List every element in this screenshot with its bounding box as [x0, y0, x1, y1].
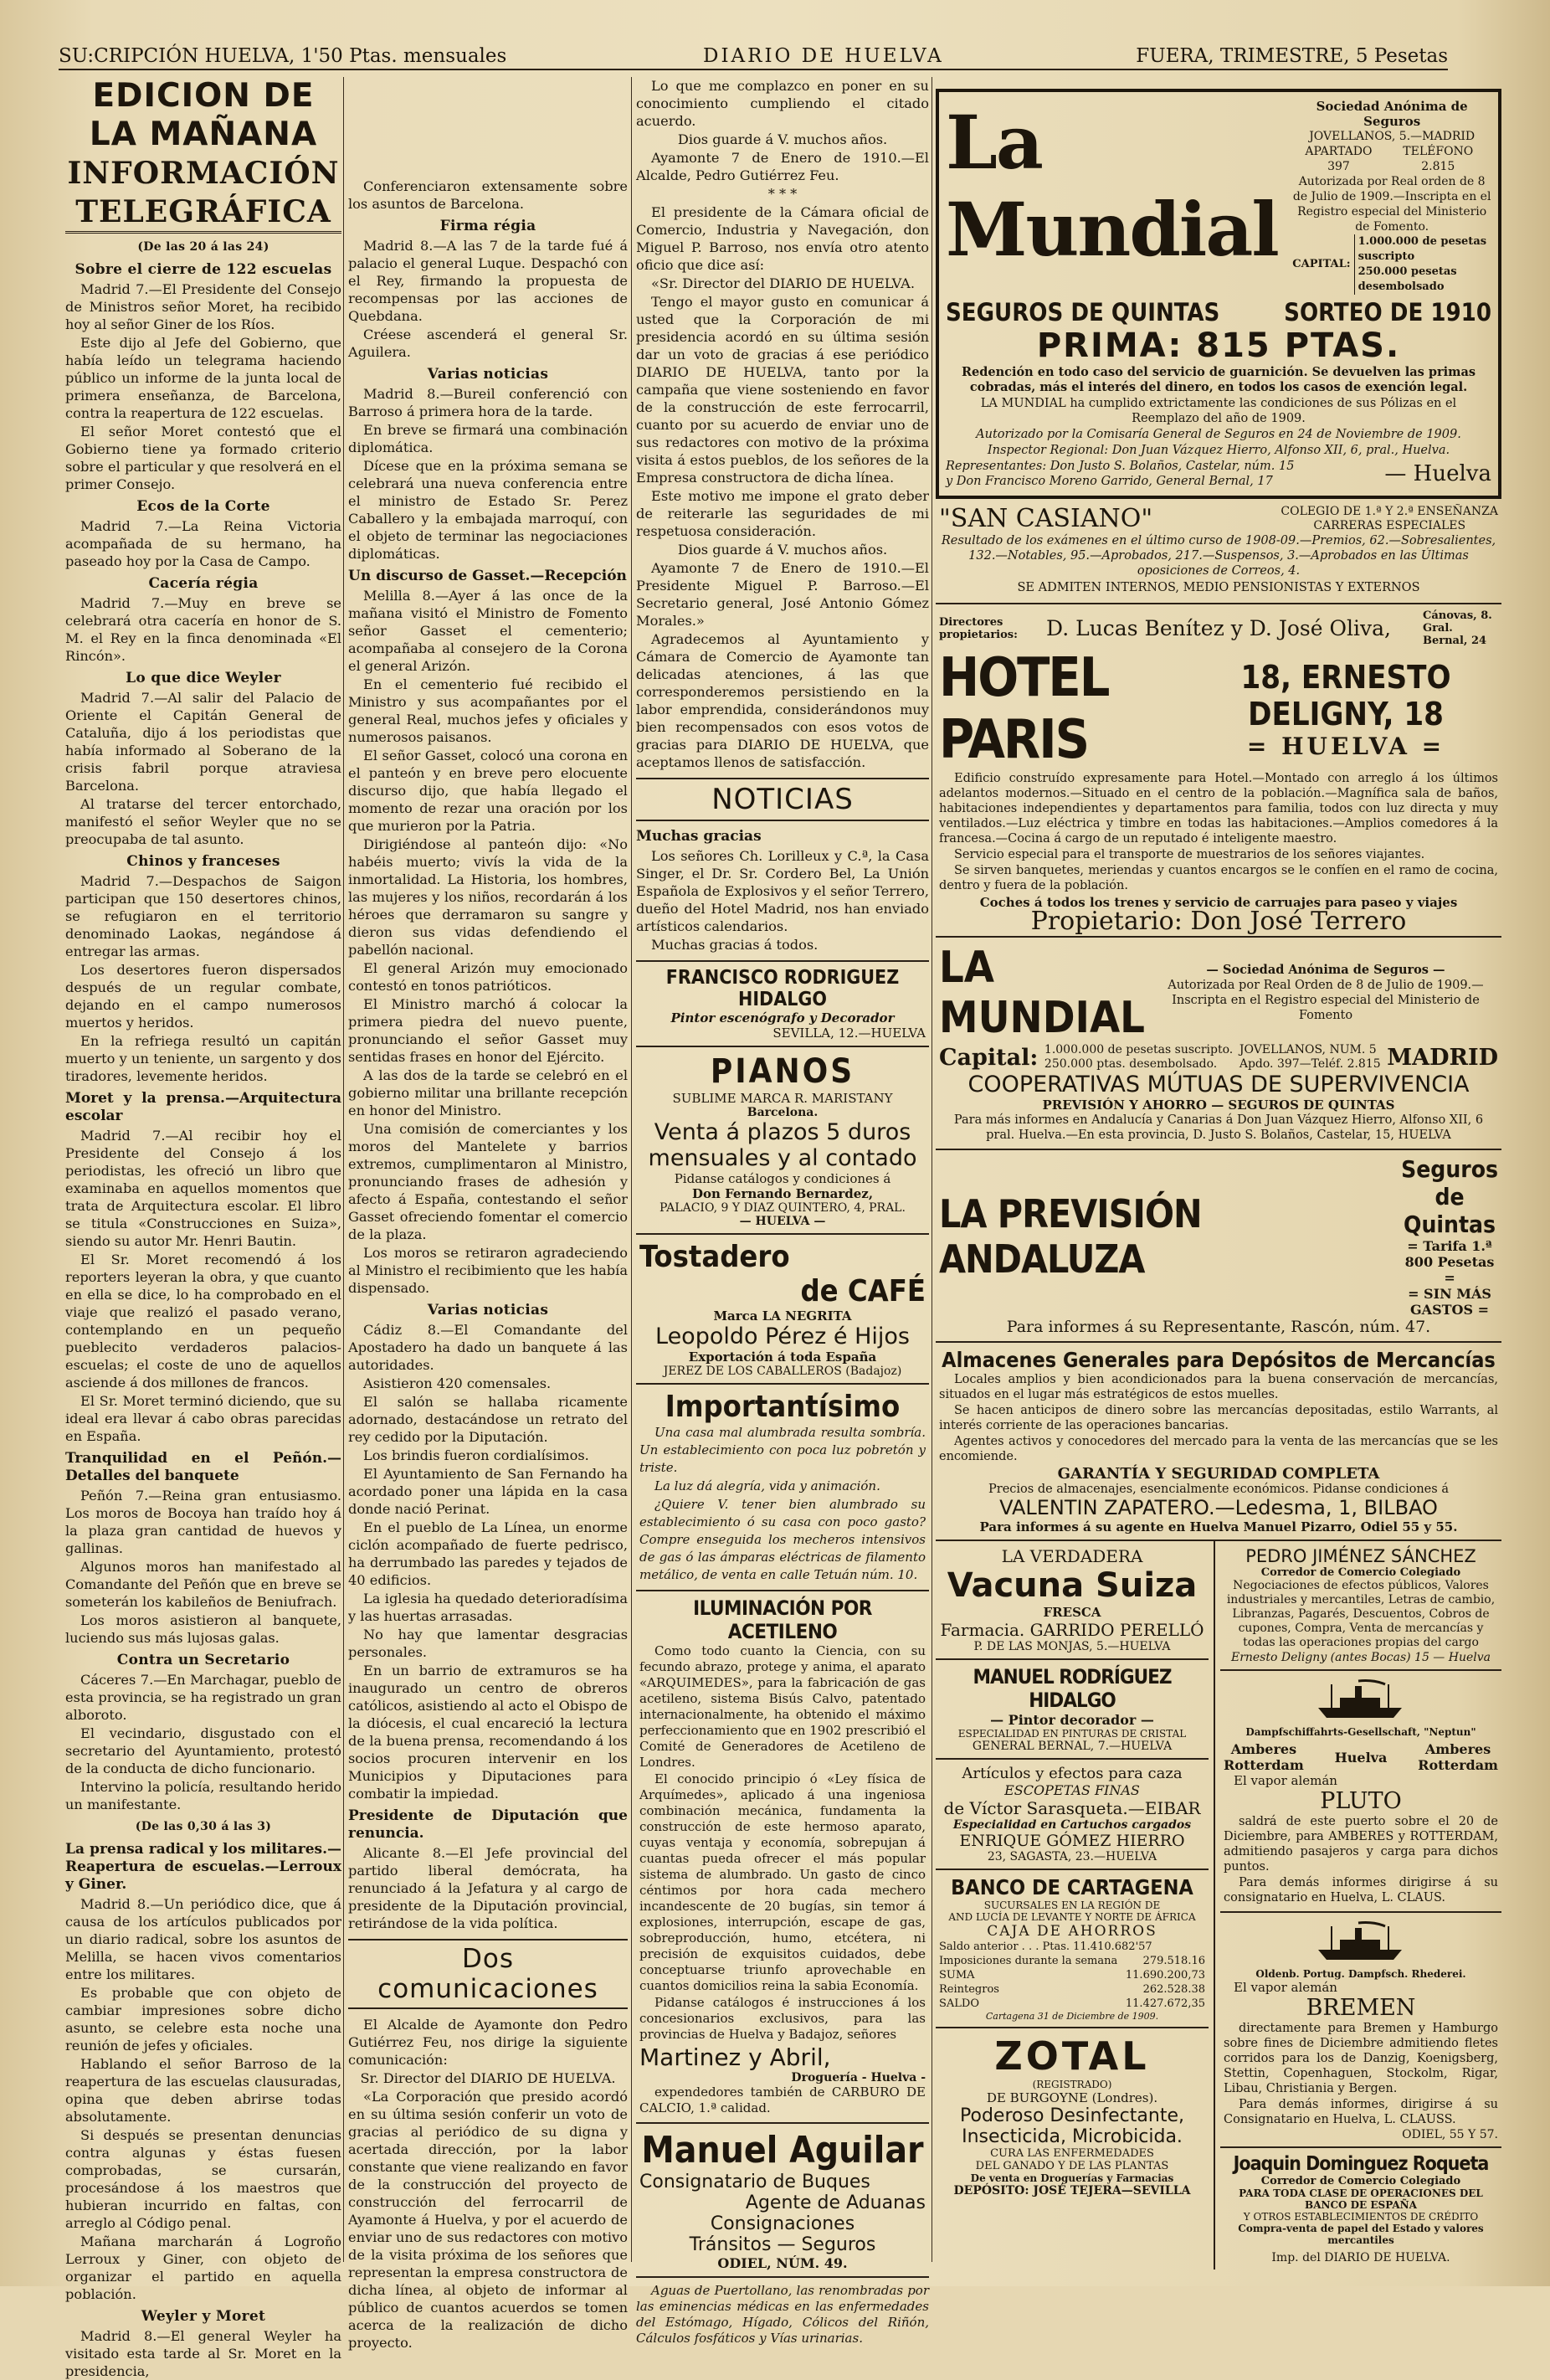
- ad-text: El conocido principio ó «Ley física de Arquímedes», aplicado á una ingeniosa combinación mecánica, fundamenta la construcción de este hermoso aparato, cuyas ventaja y economía, sobrepujan á cuantas pueda ofrecer el más popular sistema de alumbrado. Un gasto de cinco céntimos por hora cada mechero incandescente de 20 bugías, sin temor á explosiones, interrupción, escape de gas, sobreproducción, humo, etcétera, ni precisión de exquisitos cuidados, debe conceptuarse triunfo aprovechable en cuantos domicilios reina la sabia Economía.: [639, 1771, 926, 1993]
- ad-text: Apdo. 397—Teléf. 2.815: [1239, 1057, 1381, 1071]
- ad-title: Manuel Aguilar: [641, 2129, 924, 2172]
- paragraph: Madrid 7.—Despachos de Saigon participan que 150 desertores chinos, se refugiaron en el territorio denominado Laokas, negándose á entregar las armas.: [65, 873, 341, 959]
- ad-text: Rotterdam: [1224, 1757, 1304, 1773]
- ad-hotel-paris: [936, 604, 1501, 938]
- ad-text: LA MUNDIAL ha cumplido extrictamente las condiciones de sus Pólizas en el Reemplazo del año de 1909.: [980, 397, 1457, 425]
- ad-text: 1.000.000 de pesetas suscripto: [1358, 235, 1487, 263]
- column-2: [348, 77, 628, 2351]
- paragraph: Lo que me complazco en poner en su conocimiento cumpliendo el citado acuerdo.: [636, 78, 929, 129]
- paragraph: Madrid 7.—Muy en breve se celebrará otra cacería en honor de S. M. el Rey en la finca denominada «El Rincón».: [65, 595, 341, 664]
- ad-text: SEVILLA, 12.—HUELVA: [772, 1026, 926, 1041]
- ad-text: Autorizada por Real Orden de 8 de Julio de 1909.—Inscripta en el Registro especial del Ministerio de Fomento: [1168, 979, 1484, 1022]
- headline: Weyler y Moret: [141, 2308, 266, 2325]
- column-rule: [343, 77, 344, 2262]
- ad-text: La luz dá alegría, vida y animación.: [654, 1478, 880, 1493]
- ad-text: Barcelona.: [747, 1106, 819, 1119]
- paragraph: Madrid 8.—Bureil conferenció con Barroso á primera hora de la tarde.: [348, 386, 628, 419]
- ad-text: LA VERDADERA: [1001, 1546, 1143, 1566]
- ad-text: CAJA DE AHORROS: [987, 1923, 1157, 1940]
- ad-text: SUMA: [939, 1969, 975, 1982]
- paragraph: En breve se firmará una combinación diplomática.: [348, 422, 628, 455]
- ad-text: SE ADMITEN INTERNOS, MEDIO PENSIONISTAS Y EXTERNOS: [1017, 581, 1420, 594]
- paragraph: «Sr. Director del DIARIO DE HUELVA.: [651, 275, 916, 291]
- ad-text: Para informes á su agente en Huelva Manuel Pizarro, Odiel 55 y 55.: [979, 1519, 1458, 1534]
- masthead: [59, 42, 1448, 70]
- ad-text: SUBLIME MARCA R. MARISTANY: [672, 1091, 893, 1106]
- headline: Lo que dice Weyler: [126, 670, 281, 686]
- ad-title: PIANOS: [710, 1052, 855, 1091]
- paragraph: En el pueblo de La Línea, un enorme ciclón acompañado de fuerte pedrisco, ha derrumbado las paredes y tejados de 40 edificios.: [348, 1519, 628, 1588]
- ad-text: directamente para Bremen y Hamburgo sobre fines de Diciembre admitiendo fletes corridos para los de Danzig, Koenigsberg, Stettin, Copenhaguen, Stockolm, Rigar, Libau, Christiania y Bergen.: [1224, 2022, 1498, 2095]
- ad-text: 18, ERNESTO DELIGNY, 18: [1240, 658, 1451, 733]
- paragraph: Este motivo me impone el grato deber de reiterarle las seguridades de mi respetuosa consideración.: [636, 488, 929, 539]
- ad-oldenburg: [1220, 1913, 1501, 2148]
- paragraph: El señor Moret contestó que el Gobierno tiene ya formado criterio sobre el particular y que resolverá en el primer Consejo.: [65, 424, 341, 492]
- paragraph: Una comisión de comerciantes y los moros del Mantelete y barrios extremos, cumplimentaron al Ministro, pronunciando frases de adhesión y afecto á España, contestando el señor Gasset ofreciendo fomentar el comercio de la plaza.: [348, 1121, 628, 1242]
- ad-text: COOPERATIVAS MÚTUAS DE SUPERVIVENCIA: [967, 1072, 1470, 1097]
- ad-text: Directores propietarios:: [939, 615, 1018, 641]
- ad-text: Capital:: [939, 1044, 1039, 1071]
- ad-title: LA PREVISIÓN ANDALUZA: [939, 1191, 1202, 1282]
- ad-almacenes: [936, 1343, 1501, 1541]
- ad-text: Especialidad en Cartuchos cargados: [952, 1818, 1192, 1832]
- ad-text: Negociaciones de efectos públicos, Valores industriales y mercantiles, Letras de cambio, Libranzas, Pagarés, Descuentos, Cobros de cupones, Compra, Venta de mercancías y todas las operaciones propias del cargo: [1226, 1579, 1496, 1649]
- ad-text: Se hacen anticipos de dinero sobre las mercancías depositadas, estilo Warrants, al interés corriente de las operaciones bancarias.: [939, 1404, 1498, 1432]
- ad-prevision-andaluza: [936, 1150, 1501, 1343]
- ad-text: ODIEL, NÚM. 49.: [717, 2255, 848, 2271]
- paragraph: Este dijo al Jefe del Gobierno, que había leído un telegrama haciendo público un informe de la junta local de primera enseñanza, de Barcelona, contra la reapertura de 122 escuelas.: [65, 335, 341, 421]
- steamship-icon: [1315, 1921, 1407, 1965]
- headline: Moret y la prensa.—Arquitectura escolar: [65, 1090, 341, 1124]
- ad-pedro-jimenez: [1220, 1541, 1501, 1671]
- ad-title: Joaquin Dominguez Roqueta: [1233, 2153, 1489, 2175]
- paragraph: En el cementerio fué recibido el Ministro y sus acompañantes por el general Real, muchos jefes y oficiales y numerosos paisanos.: [348, 676, 628, 745]
- ad-pianos: [636, 1047, 929, 1235]
- section-title: INFORMACIÓN TELEGRÁFICA: [65, 154, 341, 234]
- column-ads: [936, 77, 1501, 2264]
- ad-manuel-aguilar: [636, 2124, 929, 2278]
- ad-text: DEPÓSITO: JOSÉ TEJERA—SEVILLA: [953, 2184, 1191, 2198]
- ad-text: PARA TODA CLASE DE OPERACIONES DEL BANCO DE ESPAÑA: [1239, 2187, 1483, 2211]
- paragraph: Los moros se retiraron agradeciendo al Ministro el recibimiento que les había dispensado.: [348, 1245, 628, 1296]
- ad-text: ODIEL, 55 Y 57.: [1402, 2128, 1498, 2141]
- headline: Varias noticias: [427, 1302, 549, 1319]
- ad-text: ¿Quiere V. tener bien alumbrado su establecimiento ó su casa con poco gasto? Compre enseguida los mecheros intensivos de gas ó las ámparas eléctricas de filamento metálico, de venta en calle Tetuán núm. 10.: [639, 1497, 926, 1582]
- ad-zotal: [936, 2028, 1209, 2203]
- ad-manuel-rodriguez-hidalgo: [936, 1660, 1209, 1760]
- ad-la-mundial-2: [936, 938, 1501, 1150]
- paragraph: Melilla 8.—Ayer á las once de la mañana visitó el Ministro de Fomento señor Gasset el cementerio; acompañaba al consejero de la Corona el general Arizón.: [348, 588, 628, 674]
- paragraph: Algunos moros han manifestado al Comandante del Peñón que en breve se someterán los kabileños de Beniufrach.: [65, 1559, 341, 1610]
- ad-tostadero: [636, 1235, 929, 1385]
- paragraph: Cádiz 8.—El Comandante del Apostadero ha dado un banquete á las autoridades.: [348, 1322, 628, 1373]
- paragraph: El señor Gasset, colocó una corona en el panteón y en breve pero elocuente discurso dijo, que había llegado el momento de rezar una oración por los que murieron por la Patria.: [348, 748, 628, 834]
- ad-title: LA MUNDIAL: [939, 943, 1145, 1043]
- paragraph: Mañana marcharán á Logroño Lerroux y Giner, con objeto de organizar el partido en aquella población.: [65, 2233, 341, 2302]
- paragraph: Es probable que con objeto de cambiar impresiones sobre dicho asunto, se celebre esta noche una reunión de jefes y oficiales.: [65, 1985, 341, 2054]
- paragraph: Los moros asistieron al banquete, luciendo sus más lujosas galas.: [65, 1612, 341, 1646]
- ad-text: Saldo anterior . . . Ptas. 11.410.682'57: [939, 1940, 1152, 1953]
- ad-text: Una casa mal alumbrada resulta sombría. Un establecimiento con poca luz pobretón y triste.: [639, 1425, 926, 1475]
- ad-text: FRESCA: [1043, 1605, 1101, 1620]
- paragraph: Dios guarde á V. muchos años.: [677, 131, 888, 147]
- ad-san-casiano: [936, 499, 1501, 604]
- masthead-subscription-local: SU:CRIPCIÓN HUELVA, 1'50 Ptas. mensuales: [59, 45, 507, 67]
- ad-text: Oldenb. Portug. Dampfsch. Rhederei.: [1255, 1968, 1466, 1980]
- headline: Muchas gracias: [636, 828, 762, 845]
- ad-text: CAPITAL:: [1292, 258, 1351, 270]
- ad-text: Para informes á su Representante, Rascón, núm. 47.: [1006, 1318, 1431, 1336]
- ad-text: Se sirven banquetes, meriendas y cuantos encargos se le confíen en el ramo de cocina, dentro y fuera de la población.: [939, 864, 1498, 892]
- ad-text: Agente de Aduanas: [745, 2192, 926, 2213]
- ad-text: — Huelva: [1384, 461, 1491, 486]
- ad-title: HOTEL PARIS: [939, 647, 1109, 771]
- paragraph: El Sr. Moret terminó diciendo, que su ideal era llevar á cabo obras parecidas en España.: [65, 1393, 341, 1444]
- ad-importantisimo: [636, 1385, 929, 1591]
- ad-text: Imposiciones durante la semana: [939, 1955, 1118, 1967]
- ad-text: GENERAL BERNAL, 7.—HUELVA: [972, 1740, 1173, 1753]
- paragraph: Intervino la policía, resultando herido un manifestante.: [65, 1779, 341, 1812]
- ad-text: expendedores también de CARBURO DE CALCIO, 1.ª calidad.: [639, 2084, 926, 2115]
- separator: * * *: [767, 186, 798, 202]
- ad-text: = HUELVA =: [1246, 732, 1445, 760]
- paragraph: Cáceres 7.—En Marchagar, pueblo de esta provincia, se ha registrado un gran alboroto.: [65, 1672, 341, 1723]
- ad-title: "SAN CASIANO": [939, 504, 1153, 533]
- ad-text: PALACIO, 9 Y DIAZ QUINTERO, 4, PRAL.: [660, 1201, 906, 1215]
- paragraph: Los señores Ch. Lorilleux y C.ª, la Casa Singer, el Dr. Sr. Cordero Bel, La Unión Española de Explosivos y el señor Terrero, dueño del Hotel Madrid, nos han enviado artísticos calendarios.: [636, 848, 929, 934]
- column-rule: [631, 77, 632, 2262]
- column-3: [636, 77, 929, 2346]
- ad-text: CURA LAS ENFERMEDADES: [990, 2147, 1154, 2160]
- ad-text: 11.690.200,73: [1125, 1969, 1205, 1982]
- ad-neptun: [1220, 1671, 1501, 1913]
- headline: Firma régia: [439, 218, 536, 234]
- ad-text: Huelva: [1334, 1749, 1388, 1766]
- ad-text: El vapor alemán: [1234, 1980, 1337, 1995]
- paragraph: A las dos de la tarde se celebró en el gobierno militar una brillante recepción en honor del Ministro.: [348, 1067, 628, 1118]
- paragraph: Ayamonte 7 de Enero de 1910.—El Presidente Miguel P. Barroso.—El Secretario general, José Antonio Gómez Morales.»: [636, 560, 929, 629]
- ad-text: Don Fernando Bernardez,: [691, 1186, 874, 1201]
- ad-text: Pidanse catálogos é instrucciones á los concesionarios exclusivos, para las provincias de Huelva y Badajoz, señores: [639, 1995, 926, 2042]
- ad-text: Edificio construído expresamente para Hotel.—Montado con arreglo á los últimos adelantos modernos.—Situado en el centro de la población.—Magnífica sala de baños, habitaciones independientes y departamentos para familia, todos con luz directa y muy ventilados.—Luz eléctrica y timbre en todas las habitaciones.—Amplios comedores á la francesa.—Cocina á cargo de un reputado é inteligente maestro.: [939, 772, 1498, 846]
- column-1: [65, 77, 341, 2379]
- ad-title: de CAFÉ: [800, 1274, 926, 1308]
- ad-la-mundial: [936, 89, 1501, 499]
- paragraph: Los desertores fueron dispersados después de un regular combate, dejando en el campo numerosos muertos y heridos.: [65, 962, 341, 1031]
- ads-right: [1215, 1541, 1501, 2269]
- ad-aguas-puertollano: Aguas de Puertollano, las renombradas por las eminencias médicas en las enfermedades del Estómago, Hígado, Cólicos del Riñón, Cálculos fosfáticos y Vías urinarias.: [636, 2283, 929, 2346]
- ad-text: Y OTROS ESTABLECIMIENTOS DE CRÉDITO: [1243, 2211, 1479, 2223]
- paragraph: En un barrio de extramuros se ha inaugurado un centro de obreros católicos, asistiendo al acto el Obispo de la diócesis, el cual encareció la lectura de la buena prensa, recomendando á los socios procuren intervenir en los Municipios y Diputaciones para combatir la impiedad.: [348, 1663, 628, 1802]
- ad-text: Como todo cuanto la Ciencia, con su fecundo abrazo, protege y anima, el aparato «ARQUIMEDES», para la fabricación de gas acetileno, sistema Bisús Calvo, patentado internacionalmente, ha obtenido el máximo perfeccionamiento que en 1902 prescribió el Comité de Generadores de Acetileno de Londres.: [639, 1643, 926, 1770]
- paragraph: El Ayuntamiento de San Fernando ha acordado poner una lápida en la casa donde nació Perinat.: [348, 1466, 628, 1517]
- ad-text: Consignaciones: [710, 2213, 855, 2234]
- paragraph: «La Corporación que presido acordó en su última sesión conferir un voto de gracias al periódico de su digna y acertada dirección, por la labor constante que viene realizando en favor de la construcción del proyecto de construcción del ferrocarril de Ayamonte á Huelva, y por el acuerdo de enviar uno de sus redactores con motivo de la visita próxima de los señores que representan la empresa constructora de dicha línea, al objeto de informar al público de cuantos acuerdos se tomen acerca de la realización de dicho proyecto.: [348, 2089, 628, 2351]
- ads-left: [936, 1541, 1215, 2269]
- paragraph: Madrid 7.—Al recibir hoy el Presidente del Consejo á los periodistas, les ofreció un libro que examinaba en aquellos momentos que trata de Arquitectura escolar. El libro se titula «Construcciones en Suiza», siendo su autor Mr. Henri Bautin.: [65, 1128, 341, 1249]
- ad-text: ESPECIALIDAD EN PINTURAS DE CRISTAL: [957, 1728, 1187, 1740]
- ad-text: Coches á todos los trenes y servicio de carruajes para paseo y viajes: [979, 895, 1458, 910]
- ad-text: ENRIQUE GÓMEZ HIERRO: [959, 1832, 1185, 1850]
- ad-title: Tostadero: [639, 1240, 790, 1274]
- paragraph: Madrid 8.—El general Weyler ha visitado esta tarde al Sr. Moret en la presidencia,: [65, 2328, 341, 2379]
- ad-text: MADRID: [1387, 1044, 1498, 1071]
- ad-text: Precios de almacenajes, esencialmente económicos. Pidanse condiciones á: [988, 1483, 1449, 1496]
- ad-caza: [936, 1760, 1209, 1870]
- paragraph: Dícese que en la próxima semana se celebrará una nueva conferencia entre el ministro de Estado Sr. Perez Caballero y la embajada marroquí, con el objeto de terminar las negociaciones diplomáticas.: [348, 458, 628, 562]
- ad-title: ZOTAL: [994, 2033, 1150, 2079]
- ad-text: VALENTIN ZAPATERO.—Ledesma, 1, BILBAO: [999, 1496, 1438, 1519]
- ad-title: FRANCISCO RODRIGUEZ HIDALGO: [665, 967, 900, 1010]
- headline: Un discurso de Gasset.—Recepción: [348, 568, 627, 584]
- ad-text: Pidanse catálogos y condiciones á: [674, 1171, 891, 1186]
- ad-text: Amberes: [1230, 1741, 1297, 1757]
- ad-text: COLEGIO DE 1.ª Y 2.ª ENSEÑANZA: [1281, 504, 1498, 518]
- ad-text: Tránsitos — Seguros: [689, 2234, 876, 2255]
- paragraph: Los brindis fueron cordialísimos.: [363, 1447, 589, 1463]
- ad-text: Agentes activos y conocedores del mercado para la venta de las mercancías que se les encomiende.: [939, 1435, 1498, 1463]
- ad-text: Compra-venta de papel del Estado y valores mercantiles: [1238, 2223, 1484, 2246]
- ad-text: Corredor de Comercio Colegiado: [1260, 1566, 1461, 1579]
- paragraph: El presidente de la Cámara oficial de Comercio, Industria y Navegación, don Miguel P. Barroso, nos envía otro atento oficio que dice así:: [636, 204, 929, 273]
- ad-text: y Don Francisco Moreno Garrido, General Bernal, 17: [946, 475, 1273, 488]
- section-heading: Dos comunicaciones: [348, 1939, 628, 2009]
- ad-text: saldrá de este puerto sobre el 20 de Diciembre, para AMBERES y ROTTERDAM, admitiendo pasajeros y carga para dichos puntos.: [1224, 1815, 1498, 1874]
- ad-text: Redención en todo caso del servicio de guarnición. Se devuelven las primas cobradas, más el interés del dinero, en todos los casos de exención legal.: [961, 365, 1476, 394]
- paragraph: Hablando el señor Barroso de la reapertura de las escuelas clausuradas, opina que deben abrirse todas absolutamente.: [65, 2056, 341, 2125]
- ad-text: Droguería - Huelva -: [791, 2071, 926, 2084]
- paragraph: En la refriega resultó un capitán muerto y un teniente, un sargento y dos tiradores, levemente heridos.: [65, 1033, 341, 1084]
- ad-text: Exportación á toda España: [688, 1349, 877, 1365]
- ad-text: Resultado de los exámenes en el último curso de 1908-09.—Premios, 62.—Sobresalientes, 132.—Notables, 95.—Aprobados, 217.—Suspensos, 3.—Aprobados en las Últimas oposiciones de Correos, 4.: [941, 534, 1496, 578]
- headline: Cacería régia: [148, 575, 259, 592]
- ad-title: ILUMINACIÓN POR ACETILENO: [693, 1596, 872, 1643]
- ad-vacuna-suiza: [936, 1541, 1209, 1660]
- ad-title: Vacuna Suiza: [947, 1566, 1198, 1605]
- paragraph: Madrid 7.—El Presidente del Consejo de Ministros señor Moret, ha recibido hoy al señor Giner de los Ríos.: [65, 281, 341, 332]
- ad-text: Para más informes en Andalucía y Canarias á Don Juan Vázquez Hierro, Alfonso XII, 6 pral. Huelva.—En esta provincia, D. Justo S. Bolaños, Castelar, 15, HUELVA: [953, 1113, 1484, 1142]
- paragraph: El Ministro marchó á colocar la primera piedra del nuevo puente, pronunciando el señor Gasset muy sentidas frases en honor del Ejército.: [348, 996, 628, 1065]
- paragraph: El Sr. Moret recomendó á los reporters leyeran la obra, y que cuanto en ella se dice, lo ha comprobado en el viaje que realizó el pasado verano, contemplando en un pequeño pueblecito verdaderos palacios-escuelas; el coste de uno de aquellos asciende á dos millones de francos.: [65, 1252, 341, 1390]
- ad-text: JEREZ DE LOS CABALLEROS (Badajoz): [663, 1365, 902, 1378]
- headline: Ecos de la Corte: [136, 498, 270, 515]
- printer-credit: Imp. del DIARIO DE HUELVA.: [1271, 2251, 1450, 2264]
- ad-text: PLUTO: [1320, 1788, 1402, 1814]
- headline: Presidente de Diputación que renuncia.: [348, 1807, 628, 1842]
- headline: Varias noticias: [427, 366, 549, 383]
- ad-text: BREMEN: [1306, 1995, 1416, 2021]
- ad-text: DEL GANADO Y DE LAS PLANTAS: [975, 2160, 1169, 2172]
- ad-text: de Víctor Sarasqueta.—EIBAR: [943, 1798, 1201, 1818]
- ad-text: Autorizado por la Comisaría General de Seguros en 24 de Noviembre de 1909.: [976, 428, 1461, 441]
- ad-text: 23, SAGASTA, 23.—HUELVA: [987, 1850, 1157, 1863]
- paragraph: Madrid 8.—A las 7 de la tarde fué á palacio el general Luque. Despachó con el Rey, firmando la propuesta de recompensas por las acciones de Quebdana.: [348, 238, 628, 324]
- ad-text: PREVISIÓN Y AHORRO — SEGUROS DE QUINTAS: [1042, 1097, 1395, 1113]
- paragraph: Muchas gracias á todos.: [651, 937, 819, 953]
- masthead-subscription-outside: FUERA, TRIMESTRE, 5 Pesetas: [1136, 45, 1448, 67]
- ad-text: CARRERAS ESPECIALES: [1313, 518, 1466, 532]
- paragraph: Si después se presentan denuncias contra algunas y éstas fuesen comprobadas, se cursarán, procesándose á los maestros que hubieran incurrido en faltas, con arreglo al Código penal.: [65, 2127, 341, 2231]
- ad-rodriguez-hidalgo: [636, 960, 929, 1047]
- ad-text: Para demás informes dirigirse á su consignatario en Huelva, L. CLAUS.: [1224, 1876, 1498, 1905]
- paragraph: Dirigiéndose al panteón dijo: «No habéis muerto; vivís la vida de la inmortalidad. La Historia, los hombres, las mujeres y los niños, recordarán á los héroes que derramaron su sangre y dieron sus vidas defendiendo el pabellón nacional.: [348, 836, 628, 958]
- paragraph: Asistieron 420 comensales.: [363, 1375, 552, 1391]
- paragraph: Peñón 7.—Reina gran entusiasmo. Los moros de Bocoya han traído hoy á la plaza gran cantidad de huevos y gallinas.: [65, 1488, 341, 1556]
- ad-text: 279.518.16: [1142, 1955, 1205, 1967]
- ad-text: Propietario: Don José Terrero: [1030, 907, 1407, 936]
- la-mundial-logo: La Mundial: [946, 99, 1278, 273]
- ad-text: SEGUROS DE QUINTAS: [946, 298, 1220, 326]
- ad-text: Pintor escenógrafo y Decorador: [670, 1010, 895, 1026]
- ad-text: Para demás informes, dirigirse á su Consignatario en Huelva, L. CLAUSS.: [1224, 2098, 1498, 2126]
- ad-text: — Pintor decorador —: [990, 1712, 1154, 1728]
- time-range: (De las 20 á las 24): [137, 240, 269, 254]
- paragraph: El salón se hallaba ricamente adornado, destacándose un retrato del rey cedido por la Diputación.: [348, 1394, 628, 1445]
- ad-text: Artículos y efectos para caza: [962, 1765, 1183, 1782]
- ad-text: Reintegros: [939, 1983, 999, 1996]
- paragraph: Dios guarde á V. muchos años.: [677, 542, 888, 558]
- ad-title: PEDRO JIMÉNEZ SÁNCHEZ: [1245, 1546, 1476, 1566]
- ad-text: Servicio especial para el transporte de muestrarios de los señores viajantes.: [954, 848, 1425, 861]
- ad-text: Representantes: Don Justo S. Bolaños, Castelar, núm. 15: [946, 460, 1295, 473]
- ad-title: Almacenes Generales para Depósitos de Mercancías: [942, 1348, 1496, 1372]
- ad-text: PRIMA: 815 PTAS.: [1036, 326, 1401, 365]
- ad-text: — HUELVA —: [739, 1215, 826, 1228]
- ad-text: 250.000 pesetas desembolsado: [1358, 265, 1457, 293]
- ad-text: Locales amplios y bien acondicionados para la buena conservación de mercancías, situados en el lugar más estratégicos de estos muelles.: [939, 1373, 1498, 1401]
- ad-text: TELÉFONO 2.815: [1403, 145, 1474, 173]
- ad-text: 1.000.000 de pesetas suscripto.: [1044, 1043, 1234, 1056]
- headline: Tranquilidad en el Peñón.—Detalles del banquete: [65, 1450, 341, 1484]
- ad-text: JOVELLANOS, 5.—MADRID: [1309, 130, 1476, 143]
- ad-text: 250.000 ptas. desembolsado.: [1044, 1057, 1218, 1071]
- ad-text: Martinez y Abril,: [639, 2043, 831, 2071]
- ad-text: Cartagena 31 de Diciembre de 1909.: [985, 2011, 1159, 2022]
- masthead-title: DIARIO DE HUELVA: [703, 45, 944, 67]
- ad-text: Sociedad Anónima de Seguros: [1316, 99, 1468, 129]
- paragraph: Tengo el mayor gusto en comunicar á usted que la Corporación de mi presidencia acordó en su última sesión dar un voto de gracias á ese periódico DIARIO DE HUELVA, tanto por la campaña que viene sosteniendo en favor de la construcción de este ferrocarril, cuanto por su acuerdo de enviar uno de sus redactores con motivo de la próxima visita á estos pueblos, de los señores de la Empresa constructora de dicha línea.: [636, 294, 929, 486]
- ad-text: Amberes: [1424, 1741, 1491, 1757]
- ad-title: MANUEL RODRÍGUEZ HIDALGO: [973, 1665, 1172, 1712]
- ad-text: SORTEO DE 1910: [1284, 298, 1491, 326]
- ad-text: Corredor de Comercio Colegiado: [1260, 2175, 1461, 2187]
- paragraph: Madrid 8.—Un periódico dice, que á causa de los artículos publicados por un diario radical, sobre los asuntos de Melilla, se hacen vivos comentarios entre los militares.: [65, 1896, 341, 1982]
- paragraph: Sr. Director del DIARIO DE HUELVA.: [360, 2070, 616, 2086]
- ad-text: DE BURGOYNE (Londres).: [986, 2090, 1158, 2105]
- ad-text: Poderoso Desinfectante,: [960, 2105, 1184, 2126]
- paragraph: El vecindario, disgustado con el secretario del Ayuntamiento, protestó de la conducta de dicho funcionario.: [65, 1725, 341, 1776]
- ad-text: Rotterdam: [1418, 1757, 1498, 1773]
- ad-text: JOVELLANOS, NUM. 5: [1239, 1043, 1377, 1056]
- paragraph: Alicante 8.—El Jefe provincial del partido liberal demócrata, ha renunciado á la Jefatura y al cargo de presidente de la Diputación provincial, retirándose de la vida política.: [348, 1845, 628, 1931]
- paragraph: Agradecemos al Ayuntamiento y Cámara de Comercio de Ayamonte tan delicadas atenciones, á las que corresponderemos persistiendo en la labor emprendida, considerándonos muy bien recompensados con esos votos de gracias para DIARIO DE HUELVA, que aceptamos llenos de satisfacción.: [636, 631, 929, 770]
- paragraph: El general Arizón muy emocionado contestó en tonos patrióticos.: [348, 960, 628, 994]
- paragraph: Al tratarse del tercer entorchado, manifestó el señor Weyler que no se preocupaba de tal asunto.: [65, 796, 341, 847]
- ad-text: Seguros de Quintas: [1401, 1155, 1498, 1238]
- ad-text: Venta á plazos 5 duros mensuales y al contado: [648, 1119, 917, 1171]
- paragraph: No hay que lamentar desgracias personales.: [348, 1627, 628, 1660]
- ad-text: Consignatario de Buques: [639, 2172, 870, 2192]
- paragraph: Conferenciaron extensamente sobre los asuntos de Barcelona.: [348, 178, 628, 212]
- ad-text: SALDO: [939, 1997, 980, 2010]
- paragraph: Créese ascenderá el general Sr. Aguilera.: [348, 326, 628, 360]
- headline: Contra un Secretario: [116, 1652, 290, 1668]
- ad-text: D. Lucas Benítez y D. José Oliva,: [1046, 616, 1391, 640]
- paragraph: Madrid 7.—La Reina Victoria acompañada de su hermano, ha paseado hoy por la Casa de Campo.: [65, 518, 341, 569]
- ad-text: SUCURSALES EN LA REGIÓN DE: [983, 1899, 1161, 1911]
- ad-dominguez-roqueta: [1220, 2148, 1501, 2269]
- ad-acetileno: [636, 1591, 929, 2124]
- edition-heading: EDICION DE LA MAÑANA: [89, 77, 318, 153]
- ad-banco-cartagena: [936, 1870, 1209, 2028]
- ad-text: Leopoldo Pérez é Hijos: [655, 1324, 910, 1349]
- ad-text: P. DE LAS MONJAS, 5.—HUELVA: [973, 1640, 1171, 1653]
- ads-split-section: [936, 1541, 1501, 2269]
- ad-text: AND LUCÍA DE LEVANTE Y NORTE DE ÁFRICA: [948, 1911, 1196, 1923]
- paragraph: La iglesia ha quedado deterioradísima y las huertas arrasadas.: [348, 1591, 628, 1624]
- ad-text: = Tarifa 1.ª 800 Pesetas =: [1404, 1238, 1495, 1286]
- time-range: (De las 0,30 á las 3): [135, 1820, 272, 1833]
- ad-text: Ernesto Deligny (antes Bocas) 15 — Huelva: [1230, 1651, 1491, 1664]
- paragraph: Ayamonte 7 de Enero de 1910.—El Alcalde, Pedro Gutiérrez Feu.: [636, 150, 929, 183]
- ad-text: 11.427.672,35: [1125, 1997, 1205, 2010]
- ad-text: De venta en Droguerías y Farmacias: [970, 2172, 1174, 2184]
- paragraph: Madrid 7.—Al salir del Palacio de Oriente el Capitán General de Cataluña, dijo á los periodistas que había informado al Soberano de la crisis fabril porque atraviesa Barcelona.: [65, 690, 341, 794]
- headline: Chinos y franceses: [126, 853, 280, 870]
- ad-title: BANCO DE CARTAGENA: [951, 1875, 1193, 1899]
- ad-text: Autorizada por Real orden de 8 de Julio de 1909.—Inscripta en el Registro especial del Ministerio de Fomento.: [1292, 175, 1491, 234]
- ad-text: 262.528.38: [1142, 1983, 1205, 1996]
- paragraph: El Alcalde de Ayamonte don Pedro Gutiérrez Feu, nos dirige la siguiente comunicación:: [348, 2017, 628, 2068]
- ad-text: El vapor alemán: [1234, 1773, 1337, 1788]
- ad-text: — Sociedad Anónima de Seguros —: [1206, 963, 1445, 977]
- ad-text: GARANTÍA Y SEGURIDAD COMPLETA: [1057, 1465, 1380, 1483]
- ad-text: Marca LA NEGRITA: [713, 1308, 852, 1324]
- ad-text: (REGISTRADO): [1032, 2079, 1112, 2090]
- ad-text: Insecticida, Microbicida.: [962, 2126, 1183, 2147]
- headline: La prensa radical y los militares.—Reapertura de escuelas.—Lerroux y Giner.: [65, 1841, 341, 1893]
- ad-text: Dampfschiffahrts-Gesellschaft, "Neptun": [1245, 1726, 1476, 1738]
- headline: Sobre el cierre de 122 escuelas: [74, 261, 332, 278]
- ad-text: Cánovas, 8. Gral. Bernal, 24: [1422, 609, 1492, 647]
- ad-text: APARTADO 397: [1305, 145, 1373, 173]
- ad-text: Inspector Regional: Don Juan Vázquez Hierro, Alfonso XII, 6, pral., Huelva.: [987, 444, 1450, 457]
- ad-text: ESCOPETAS FINAS: [1004, 1782, 1140, 1798]
- ad-title: Importantísimo: [665, 1390, 901, 1424]
- steamship-icon: [1315, 1679, 1407, 1723]
- section-heading: NOTICIAS: [636, 778, 929, 821]
- ad-text: = SIN MÁS GASTOS =: [1408, 1286, 1491, 1318]
- ad-text: Farmacia. GARRIDO PERELLÓ: [940, 1620, 1204, 1640]
